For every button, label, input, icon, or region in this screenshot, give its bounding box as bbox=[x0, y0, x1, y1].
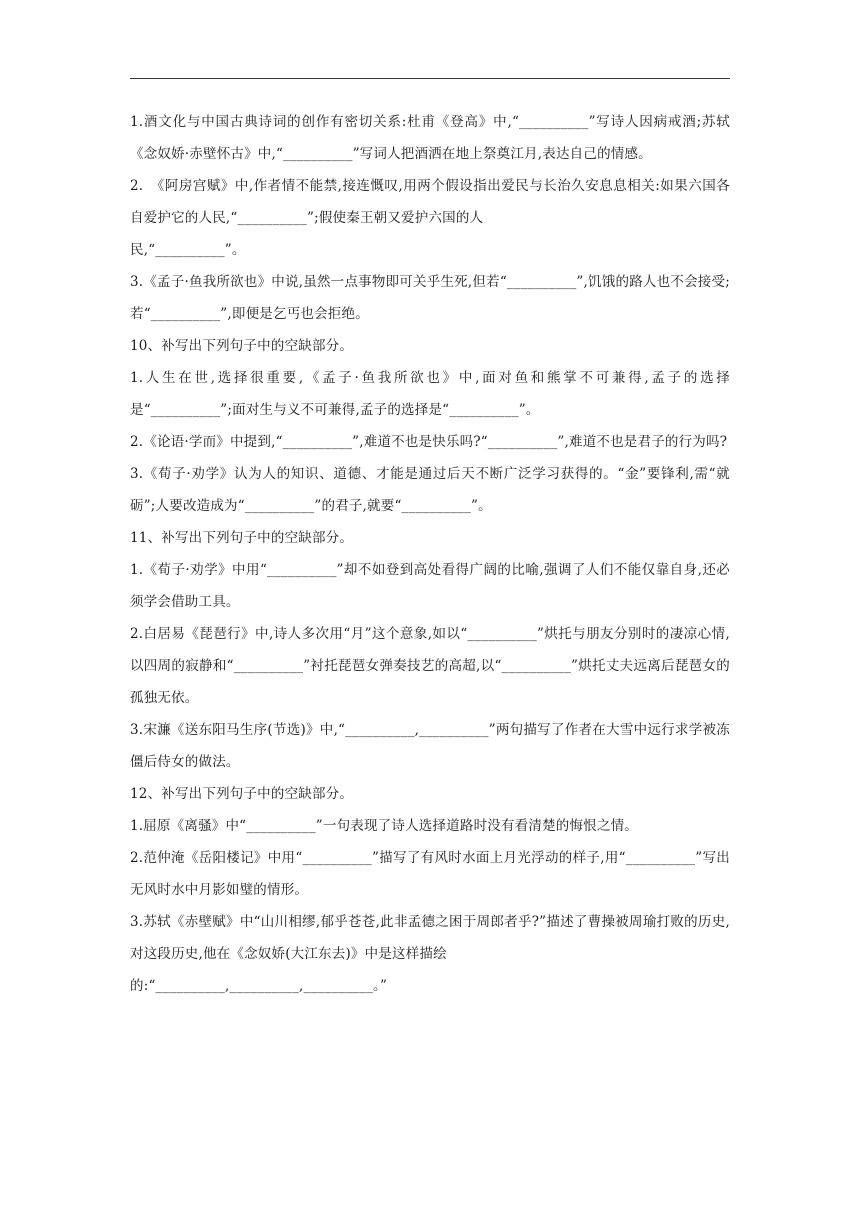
header-rule bbox=[130, 78, 730, 79]
paragraph: 3.宋濂《送东阳马生序(节选)》中,“__________,__________”两句描写了作者在大雪中远行求学被冻僵后侍女的做法。 bbox=[130, 722, 730, 770]
paragraph: 民,“__________”。 bbox=[130, 242, 246, 258]
paragraph: 2.《论语·学而》中提到,“__________”,难道不也是快乐吗?“__________”,难道不也是君子的行为吗? bbox=[130, 434, 728, 450]
paragraph: 2.范仲淹《岳阳楼记》中用“__________”描写了有风时水面上月光浮动的样子,用“__________”写出无风时水中月影如璧的情形。 bbox=[130, 850, 730, 898]
paragraph: 的:“__________,__________,__________。” bbox=[130, 978, 388, 994]
paragraph: 3.苏轼《赤壁赋》中“山川相缪,郁乎苍苍,此非孟德之困于周郎者乎?”描述了曹操被周瑜打败的历史,对这段历史,他在《念奴娇(大江东去)》中是这样描绘 bbox=[130, 914, 730, 962]
paragraph: 1.《荀子·劝学》中用“__________”却不如登到高处看得广阔的比喻,强调了人们不能仅靠自身,还必须学会借助工具。 bbox=[130, 562, 730, 610]
section-heading: 10、补写出下列句子中的空缺部分。 bbox=[130, 338, 354, 354]
paragraph: 2.白居易《琵琶行》中,诗人多次用“月”这个意象,如以“__________”烘托与朋友分别时的凄凉心情,以四周的寂静和“__________”衬托琵琶女弹奏技艺的高超,以“__________”烘托丈夫远离后琵琶女的孤独无依。 bbox=[130, 626, 730, 706]
document-body bbox=[130, 106, 730, 1002]
section-heading: 12、补写出下列句子中的空缺部分。 bbox=[130, 786, 354, 802]
paragraph: 1.屈原《离骚》中“__________”一句表现了诗人选择道路时没有看清楚的悔恨之情。 bbox=[130, 818, 638, 834]
paragraph: 1.酒文化与中国古典诗词的创作有密切关系:杜甫《登高》中,“__________”写诗人因病戒酒;苏轼《念奴娇·赤壁怀古》中,“__________”写词人把酒洒在地上祭奠江月,表达自己的情感。 bbox=[130, 114, 730, 162]
paragraph: 2. 《阿房宫赋》中,作者情不能禁,接连慨叹,用两个假设指出爱民与长治久安息息相关:如果六国各自爱护它的人民,“__________”;假使秦王朝又爱护六国的人 bbox=[130, 178, 730, 226]
section-heading: 11、补写出下列句子中的空缺部分。 bbox=[130, 530, 354, 546]
paragraph: 3.《孟子·鱼我所欲也》中说,虽然一点事物即可关乎生死,但若“__________”,饥饿的路人也不会接受;若“__________”,即便是乞丐也会拒绝。 bbox=[130, 274, 730, 322]
paragraph: 1.人生在世,选择很重要,《孟子·鱼我所欲也》中,面对鱼和熊掌不可兼得,孟子的选择是“__________”;面对生与义不可兼得,孟子的选择是“__________”。 bbox=[130, 370, 730, 418]
paragraph: 3.《荀子·劝学》认为人的知识、道德、才能是通过后天不断广泛学习获得的。“金”要锋利,需“就砺”;人要改造成为“__________”的君子,就要“__________”。 bbox=[130, 466, 730, 514]
